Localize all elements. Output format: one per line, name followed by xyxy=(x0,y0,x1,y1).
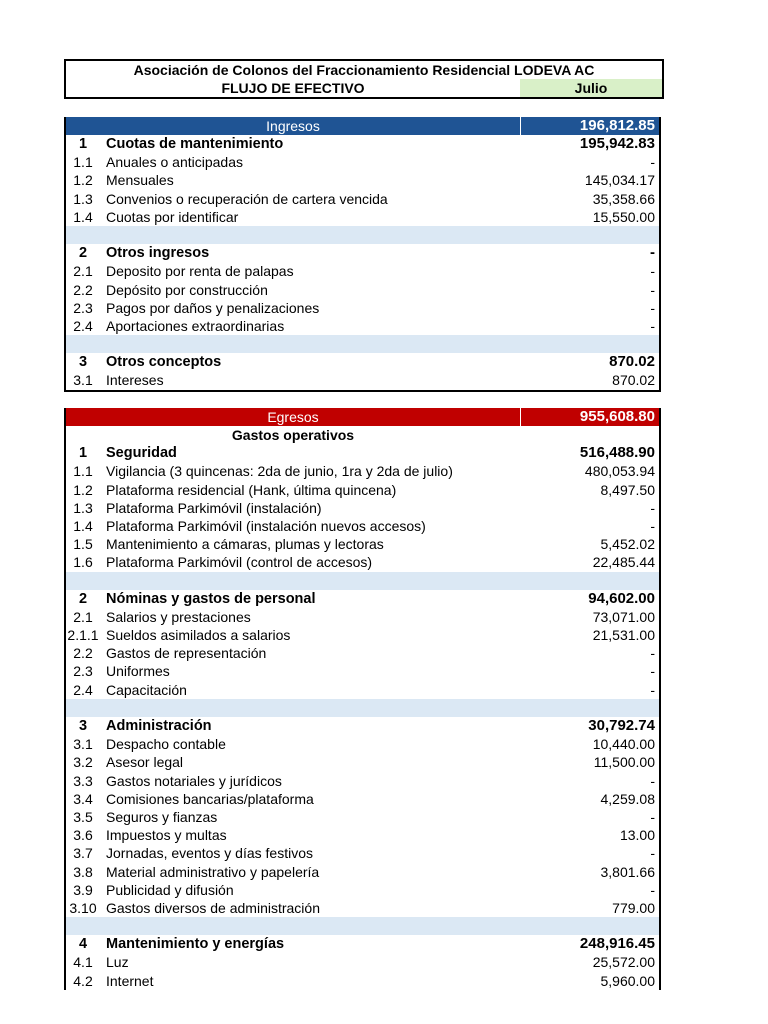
item-description: Seguros y fianzas xyxy=(106,808,218,825)
item-number: 2.4 xyxy=(73,317,93,334)
item-amount: 4,259.08 xyxy=(600,790,655,807)
item-description: Administración xyxy=(106,718,212,734)
ingresos-label: Ingresos xyxy=(266,118,320,134)
item-description: Impuestos y multas xyxy=(106,827,227,844)
egresos-section xyxy=(64,408,661,990)
item-description: Plataforma residencial (Hank, última quincena) xyxy=(106,481,397,498)
item-number: 2 xyxy=(78,590,88,607)
category-row xyxy=(66,717,659,735)
egresos-label: Egresos xyxy=(267,409,319,425)
item-amount: - xyxy=(650,663,655,680)
ingresos-title-bar xyxy=(66,117,659,135)
item-number: 1.4 xyxy=(73,208,93,225)
item-description: Uniformes xyxy=(106,663,170,680)
line-item-row xyxy=(66,262,659,280)
line-item-row xyxy=(66,299,659,317)
item-description: Despacho contable xyxy=(106,736,226,753)
item-amount: 195,942.83 xyxy=(579,135,655,152)
category-row xyxy=(66,353,659,371)
item-description: Mantenimiento a cámaras, plumas y lectoras xyxy=(106,536,384,553)
item-description: Otros ingresos xyxy=(106,245,210,262)
item-description: Convenios o recuperación de cartera vencida xyxy=(106,190,388,207)
item-description: Mensuales xyxy=(106,172,174,189)
line-item-row xyxy=(66,808,659,826)
item-amount: 73,071.00 xyxy=(592,608,655,625)
item-number: 1.4 xyxy=(73,517,93,534)
egresos-rows xyxy=(66,426,659,990)
item-number: 3 xyxy=(78,718,88,734)
line-item-row xyxy=(66,844,659,862)
item-description: Asesor legal xyxy=(106,754,184,771)
subheading-row xyxy=(66,426,659,444)
item-description: Material administrativo y papelería xyxy=(106,863,320,880)
item-description: Sueldos asimilados a salarios xyxy=(106,627,291,644)
item-number: 3.1 xyxy=(73,372,93,389)
item-amount: 30,792.74 xyxy=(588,717,655,734)
item-number: 1.1 xyxy=(73,463,93,480)
item-number: 2.1.1 xyxy=(67,627,99,644)
item-description: Aportaciones extraordinarias xyxy=(106,317,285,334)
item-amount: 11,500.00 xyxy=(593,754,655,771)
item-description: Plataforma Parkimóvil (control de accesos) xyxy=(106,554,373,571)
line-item-row xyxy=(66,626,659,644)
item-description: Luz xyxy=(106,954,129,971)
item-amount: 8,497.50 xyxy=(600,481,655,498)
item-description: Vigilancia (3 quincenas: 2da de junio, 1ra y 2da de julio) xyxy=(106,463,453,480)
line-item-row xyxy=(66,517,659,535)
item-number: 3.4 xyxy=(73,790,93,807)
item-number: 1.5 xyxy=(73,536,93,553)
item-amount: - xyxy=(650,154,655,171)
item-amount: 870.02 xyxy=(609,353,655,371)
line-item-row xyxy=(66,208,659,226)
line-item-row xyxy=(66,899,659,917)
item-description: Plataforma Parkimóvil (instalación) xyxy=(106,499,322,516)
item-number: 3.2 xyxy=(73,754,93,771)
item-number: 4.2 xyxy=(73,972,93,989)
item-amount: 870.02 xyxy=(612,372,655,389)
item-description: Gastos diversos de administración xyxy=(106,899,320,916)
item-number: 3.7 xyxy=(73,845,93,862)
item-description: Depósito por construcción xyxy=(106,281,268,298)
item-amount: 480,053.94 xyxy=(584,463,655,480)
item-number: 1.1 xyxy=(73,154,93,171)
item-amount: 145,034.17 xyxy=(584,172,655,189)
line-item-row xyxy=(66,863,659,881)
item-amount: - xyxy=(650,317,655,334)
item-amount: - xyxy=(650,499,655,516)
item-number: 3.9 xyxy=(73,881,93,898)
item-description: Otros conceptos xyxy=(106,354,222,371)
line-item-row xyxy=(66,644,659,662)
line-item-row xyxy=(66,190,659,208)
ingresos-section xyxy=(64,117,661,392)
item-number: 1.3 xyxy=(73,190,93,207)
line-item-row xyxy=(66,171,659,189)
item-number: 4 xyxy=(78,936,88,953)
line-item-row xyxy=(66,153,659,171)
item-amount: 22,485.44 xyxy=(592,554,655,571)
category-row xyxy=(66,935,659,953)
item-number: 1.2 xyxy=(73,172,93,189)
line-item-row xyxy=(66,662,659,680)
spacer-row xyxy=(66,226,659,244)
item-number: 3.6 xyxy=(73,827,93,844)
month-cell: Julio xyxy=(520,79,662,97)
item-description: Gastos operativos xyxy=(231,427,355,443)
item-amount: - xyxy=(650,772,655,789)
item-number: 2.3 xyxy=(73,663,93,680)
line-item-row xyxy=(66,681,659,699)
egresos-title-bar xyxy=(66,408,659,426)
spacer-row xyxy=(66,917,659,935)
item-description: Mantenimiento y energías xyxy=(106,936,285,953)
item-number: 2.3 xyxy=(73,299,93,316)
ingresos-total: 196,812.85 xyxy=(520,117,659,135)
item-description: Nóminas y gastos de personal xyxy=(106,590,316,607)
line-item-row xyxy=(66,553,659,571)
item-description: Cuotas por identificar xyxy=(106,208,239,225)
category-row xyxy=(66,244,659,262)
item-description: Cuotas de mantenimiento xyxy=(106,136,284,152)
item-description: Jornadas, eventos y días festivos xyxy=(106,845,313,862)
item-description: Internet xyxy=(106,972,154,989)
item-amount: 25,572.00 xyxy=(592,954,655,971)
report-subtitle: FLUJO DE EFECTIVO xyxy=(221,80,365,96)
line-item-row xyxy=(66,608,659,626)
item-number: 4.1 xyxy=(73,954,93,971)
item-amount: 13.00 xyxy=(619,827,655,844)
line-item-row xyxy=(66,790,659,808)
line-item-row xyxy=(66,826,659,844)
item-number: 3.1 xyxy=(73,736,93,753)
item-amount: 3,801.66 xyxy=(600,863,655,880)
category-row xyxy=(66,135,659,153)
item-description: Salarios y prestaciones xyxy=(106,608,251,625)
spacer-row xyxy=(66,572,659,590)
item-description: Gastos de representación xyxy=(106,645,267,662)
item-number: 1.6 xyxy=(73,554,93,571)
item-amount: - xyxy=(650,299,655,316)
item-number: 3.8 xyxy=(73,863,93,880)
line-item-row xyxy=(66,317,659,335)
item-description: Gastos notariales y jurídicos xyxy=(106,772,282,789)
item-number: 2.2 xyxy=(73,645,93,662)
item-number: 2.1 xyxy=(73,608,93,625)
item-number: 1.2 xyxy=(73,481,93,498)
line-item-row xyxy=(66,481,659,499)
spacer-row xyxy=(66,335,659,353)
item-number: 3.3 xyxy=(73,772,93,789)
item-amount: 35,358.66 xyxy=(592,190,655,207)
item-description: Intereses xyxy=(106,372,164,389)
item-description: Capacitación xyxy=(106,681,187,698)
item-amount: 248,916.45 xyxy=(579,935,655,953)
item-number: 2.4 xyxy=(73,681,93,698)
item-description: Seguridad xyxy=(106,445,177,462)
line-item-row xyxy=(66,535,659,553)
item-amount: 21,531.00 xyxy=(592,627,655,644)
item-amount: 5,452.02 xyxy=(600,536,655,553)
egresos-total: 955,608.80 xyxy=(520,408,659,426)
item-amount: - xyxy=(650,881,655,898)
item-description: Plataforma Parkimóvil (instalación nuevos accesos) xyxy=(106,517,426,534)
line-item-row xyxy=(66,953,659,971)
item-amount: 94,602.00 xyxy=(588,589,655,607)
category-row xyxy=(66,444,659,462)
line-item-row xyxy=(66,499,659,517)
item-amount: - xyxy=(650,281,655,298)
line-item-row xyxy=(66,881,659,899)
association-title: Asociación de Colonos del Fraccionamiento Residencial LODEVA AC xyxy=(133,62,595,78)
item-number: 1 xyxy=(78,136,88,152)
item-amount: - xyxy=(650,517,655,534)
line-item-row xyxy=(66,281,659,299)
item-number: 3.10 xyxy=(69,899,97,916)
line-item-row xyxy=(66,972,659,990)
item-number: 3 xyxy=(78,354,88,371)
item-number: 1.3 xyxy=(73,499,93,516)
item-amount: - xyxy=(650,681,655,698)
item-number: 2.1 xyxy=(73,263,93,280)
line-item-row xyxy=(66,462,659,480)
line-item-row xyxy=(66,772,659,790)
category-row xyxy=(66,590,659,608)
item-amount: - xyxy=(650,244,655,262)
report-header xyxy=(64,59,664,99)
item-amount: - xyxy=(650,808,655,825)
item-description: Comisiones bancarias/plataforma xyxy=(106,790,314,807)
item-number: 1 xyxy=(78,445,88,462)
ingresos-rows xyxy=(66,135,659,390)
item-description: Publicidad y difusión xyxy=(106,881,234,898)
item-amount: - xyxy=(650,845,655,862)
line-item-row xyxy=(66,371,659,389)
item-amount: 15,550.00 xyxy=(592,208,655,225)
item-number: 2.2 xyxy=(73,281,93,298)
item-amount: 5,960.00 xyxy=(600,972,655,989)
line-item-row xyxy=(66,753,659,771)
item-number: 3.5 xyxy=(73,808,93,825)
item-amount: 779.00 xyxy=(612,899,655,916)
item-amount: - xyxy=(650,263,655,280)
item-description: Anuales o anticipadas xyxy=(106,154,243,171)
item-number: 2 xyxy=(78,245,88,262)
item-amount: 516,488.90 xyxy=(579,444,655,462)
item-description: Pagos por daños y penalizaciones xyxy=(106,299,320,316)
item-amount: - xyxy=(650,645,655,662)
spacer-row xyxy=(66,699,659,717)
item-description: Deposito por renta de palapas xyxy=(106,263,294,280)
line-item-row xyxy=(66,735,659,753)
item-amount: 10,440.00 xyxy=(592,736,655,753)
